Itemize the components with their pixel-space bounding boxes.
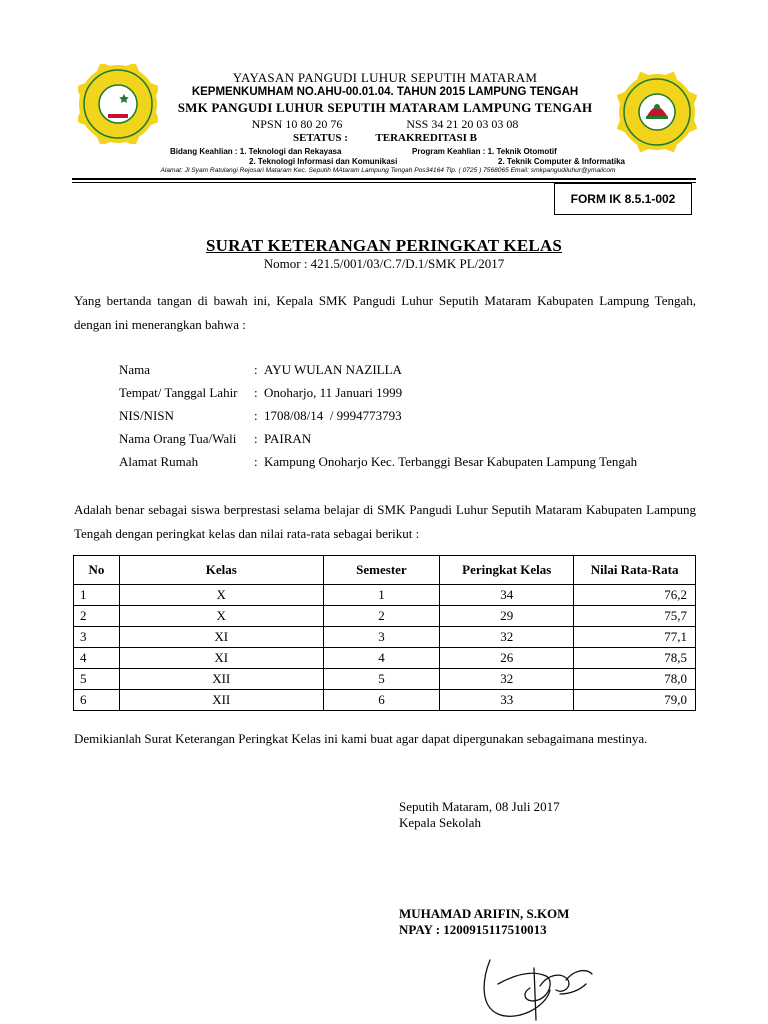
- cell-kelas: XI: [119, 627, 323, 648]
- document-title: SURAT KETERANGAN PERINGKAT KELAS: [205, 236, 563, 255]
- cell-semester: 2: [323, 606, 440, 627]
- statement-paragraph: Adalah benar sebagai siswa berprestasi selama belajar di SMK Pangudi Luhur Seputih Mataram Kabupaten Lampung Tengah dengan peringkat kelas dan nilai rata-rata sebagai berikut :: [74, 502, 696, 541]
- cell-nilai: 79,0: [574, 690, 696, 711]
- npsn: NPSN 10 80 20 76: [251, 117, 343, 131]
- bidang-item: 2. Teknologi Informasi dan Komunikasi: [249, 157, 398, 166]
- cell-nilai: 75,7: [574, 606, 696, 627]
- signer-position: Kepala Sekolah: [399, 815, 481, 830]
- table-row: [74, 627, 696, 648]
- cell-kelas: X: [119, 585, 323, 606]
- cell-peringkat: 33: [440, 690, 574, 711]
- table-row: [74, 690, 696, 711]
- signer-name: MUHAMAD ARIFIN, S.KOM: [399, 906, 570, 921]
- table-row: [74, 585, 696, 606]
- field-label: NIS/NISN: [119, 408, 174, 423]
- table-row: [74, 669, 696, 690]
- cell-peringkat: 34: [440, 585, 574, 606]
- class-ranking-table: [73, 555, 696, 711]
- cell-no: 3: [74, 627, 120, 648]
- cell-kelas: XII: [119, 669, 323, 690]
- cell-nilai: 76,2: [574, 585, 696, 606]
- logo-seal-shape: [617, 72, 697, 152]
- field-label: Tempat/ Tanggal Lahir: [119, 385, 238, 400]
- cell-kelas: X: [119, 606, 323, 627]
- letterhead-divider: [72, 178, 696, 180]
- cell-nilai: 77,1: [574, 627, 696, 648]
- table-row: [74, 606, 696, 627]
- cell-semester: 5: [323, 669, 440, 690]
- header-kelas: Kelas: [119, 556, 323, 585]
- bidang-keahlian: [170, 147, 397, 167]
- school-logo: [617, 72, 697, 152]
- program-keahlian: [412, 147, 625, 167]
- foundation-logo: [78, 64, 158, 144]
- header-peringkat: Peringkat Kelas: [440, 556, 574, 585]
- field-value: PAIRAN: [264, 431, 312, 446]
- field-separator: :: [254, 431, 258, 446]
- signer-npay: NPAY : 1200915117510013: [399, 922, 547, 937]
- program-item: Program Keahlian : 1. Teknik Otomotif: [412, 147, 557, 156]
- status-value: TERAKREDITASI B: [375, 132, 477, 144]
- student-field-parent: [119, 431, 311, 447]
- field-label: Nama: [119, 362, 151, 377]
- field-value: AYU WULAN NAZILLA: [264, 362, 402, 377]
- program-item: 2. Teknik Computer & Informatika: [498, 157, 625, 166]
- table-header-row: [74, 556, 696, 585]
- cell-peringkat: 26: [440, 648, 574, 669]
- student-field-nis: [119, 408, 402, 424]
- field-separator: :: [254, 362, 258, 377]
- header-nilai: Nilai Rata-Rata: [574, 556, 696, 585]
- cell-semester: 1: [323, 585, 440, 606]
- cell-peringkat: 32: [440, 627, 574, 648]
- cell-no: 2: [74, 606, 120, 627]
- header-no: No: [74, 556, 120, 585]
- cell-no: 4: [74, 648, 120, 669]
- cell-no: 5: [74, 669, 120, 690]
- school-identifiers: [160, 117, 610, 132]
- status-label: SETATUS :: [293, 132, 348, 144]
- bidang-item: Bidang Keahlian : 1. Teknologi dan Rekayasa: [170, 147, 342, 156]
- school-name: SMK PANGUDI LUHUR SEPUTIH MATARAM LAMPUNG TENGAH: [177, 100, 593, 115]
- cell-peringkat: 29: [440, 606, 574, 627]
- field-value: 1708/08/14 / 9994773793: [264, 408, 402, 423]
- field-value: Kampung Onoharjo Kec. Terbanggi Besar Kabupaten Lampung Tengah: [264, 454, 638, 469]
- student-field-birth: [119, 385, 402, 401]
- field-separator: :: [254, 454, 258, 469]
- foundation-name: YAYASAN PANGUDI LUHUR SEPUTIH MATARAM: [232, 70, 538, 85]
- cell-no: 1: [74, 585, 120, 606]
- field-label: Alamat Rumah: [119, 454, 199, 469]
- cell-semester: 6: [323, 690, 440, 711]
- cell-semester: 4: [323, 648, 440, 669]
- field-value: Onoharjo, 11 Januari 1999: [264, 385, 403, 400]
- signing-place-date: Seputih Mataram, 08 Juli 2017: [399, 799, 560, 814]
- cell-nilai: 78,5: [574, 648, 696, 669]
- accreditation-status: [160, 132, 610, 144]
- student-field-name: [119, 362, 402, 378]
- cell-semester: 3: [323, 627, 440, 648]
- field-label: Nama Orang Tua/Wali: [119, 431, 237, 446]
- form-code-box: FORM IK 8.5.1-002: [554, 183, 692, 215]
- cell-nilai: 78,0: [574, 669, 696, 690]
- student-field-address: [119, 454, 637, 470]
- header-semester: Semester: [323, 556, 440, 585]
- nss: NSS 34 21 20 03 03 08: [406, 117, 519, 131]
- field-separator: :: [254, 408, 258, 423]
- closing-paragraph: Demikianlah Surat Keterangan Peringkat Kelas ini kami buat agar dapat dipergunakan sebagaimana mestinya.: [74, 731, 648, 746]
- field-separator: :: [254, 385, 258, 400]
- school-address: Alamat: Jl Syam Ratulangi Rejosari Mataram Kec. Seputih MAtaram Lampung Tengah Pos34164 Tlp. ( 0725 ) 7568065 Email: smkpangudiluhur@ymailcom: [160, 167, 616, 174]
- intro-paragraph: Yang bertanda tangan di bawah ini, Kepala SMK Pangudi Luhur Seputih Mataram Kabupaten Lampung Tengah, dengan ini menerangkan bahwa :: [74, 293, 696, 332]
- table-row: [74, 648, 696, 669]
- handwritten-signature: [476, 950, 606, 1024]
- logo-seal-shape: [78, 64, 158, 144]
- decree-line: KEPMENKUMHAM NO.AHU-00.01.04. TAHUN 2015 LAMPUNG TENGAH: [191, 86, 579, 98]
- cell-kelas: XI: [119, 648, 323, 669]
- cell-kelas: XII: [119, 690, 323, 711]
- cell-no: 6: [74, 690, 120, 711]
- cell-peringkat: 32: [440, 669, 574, 690]
- document-number: Nomor : 421.5/001/03/C.7/D.1/SMK PL/2017: [263, 256, 505, 271]
